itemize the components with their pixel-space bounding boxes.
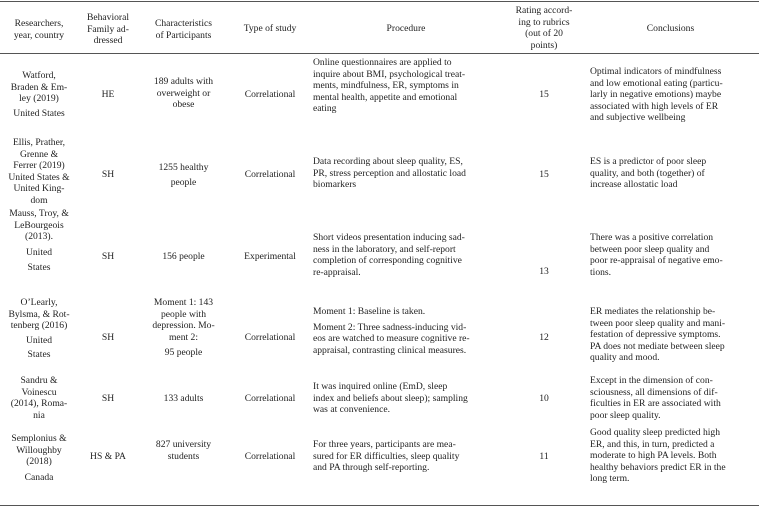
cell-rating: 15 xyxy=(539,89,549,100)
cell-line: ness in the laboratory, and self-report xyxy=(313,243,456,255)
header-rating-line: ing to rubrics xyxy=(518,16,570,28)
cell-line: increase allostatic load xyxy=(590,179,678,191)
cell-line: moderate to high PA levels. Both xyxy=(590,450,717,462)
cell-line: and low emotional eating (particu- xyxy=(590,77,723,89)
cell-line: mental health, appetite and emotional xyxy=(313,91,458,103)
cell-line: United xyxy=(25,246,53,258)
cell-line: Data recording about sleep quality, ES, xyxy=(313,156,463,167)
cell-researchers xyxy=(0,208,78,274)
cell-line: associated with high levels of ER xyxy=(590,100,719,112)
cell-procedure xyxy=(313,156,466,191)
cell-line: States xyxy=(27,349,51,361)
cell-conclusions xyxy=(590,66,723,124)
cell-line: Willoughby xyxy=(16,444,62,456)
cell-line: Except in the dimension of con- xyxy=(590,375,713,386)
cell-line: ES is a predictor of poor sleep xyxy=(590,156,707,167)
cell-line: tenberg (2016) xyxy=(10,320,68,332)
cell-line: ER mediates the relationship be- xyxy=(590,306,716,317)
cell-line: For three years, participants are mea- xyxy=(313,439,456,450)
cell-line: obese xyxy=(172,99,195,111)
cell-procedure xyxy=(313,306,470,356)
header-characteristics-line: Characteristics xyxy=(154,18,212,29)
cell-line: Optimal indicators of mindfulness xyxy=(590,66,722,77)
cell-line: ley (2019) xyxy=(19,93,59,105)
cell-conclusions xyxy=(590,156,706,191)
cell-conclusions xyxy=(590,232,723,278)
cell-type: Correlational xyxy=(244,169,296,180)
cell-line: Online questionnaires are applied to xyxy=(313,57,452,68)
cell-family: SH xyxy=(101,251,115,262)
cell-procedure xyxy=(313,381,468,416)
cell-line: nia xyxy=(33,409,45,421)
cell-rating: 15 xyxy=(539,169,549,180)
cell-line: healthy behaviors predict ER in the xyxy=(590,461,726,473)
cell-line: United States & xyxy=(8,171,70,183)
cell-family: SH xyxy=(101,393,115,404)
cell-line: re-appraisal. xyxy=(313,266,361,278)
cell-participants: 133 adults xyxy=(163,393,204,404)
cell-line: 1255 healthy xyxy=(158,162,209,173)
cell-line: overweight or xyxy=(156,87,211,99)
cell-line: Mauss, Troy, & xyxy=(9,208,69,219)
cell-line: festation of depressive symptoms. xyxy=(590,329,721,341)
cell-procedure xyxy=(313,439,459,474)
header-family-line: dressed xyxy=(93,35,123,47)
cell-line: sciousness, all dimensions of dif- xyxy=(590,386,718,398)
cell-line: ments, mindfulness, ER, symptoms in xyxy=(313,80,459,92)
cell-line: Ferrer (2019) xyxy=(13,160,65,172)
cell-line: and PA through self-reporting. xyxy=(313,462,430,474)
cell-line: O’Learly, xyxy=(20,297,58,308)
cell-rating: 12 xyxy=(539,332,549,343)
cell-line: tween poor sleep quality and mani- xyxy=(590,317,726,329)
header-type: Type of study xyxy=(243,23,297,34)
cell-family: SH xyxy=(101,169,115,180)
cell-line: biomarkers xyxy=(313,179,357,191)
cell-line: ment 2: xyxy=(168,331,199,343)
cell-line: Short videos presentation inducing sad- xyxy=(313,232,465,243)
cell-type: Correlational xyxy=(244,332,296,343)
cell-line: long term. xyxy=(590,473,630,485)
cell-line: poor sleep quality. xyxy=(590,409,661,421)
cell-participants: 156 people xyxy=(162,251,205,262)
cell-line: Voinescu xyxy=(21,386,57,398)
header-procedure: Procedure xyxy=(386,23,426,34)
cell-line: people with xyxy=(160,308,207,320)
cell-line: depression. Mo- xyxy=(152,320,215,332)
cell-line: There was a positive correlation xyxy=(590,232,714,243)
cell-line: people xyxy=(170,176,197,188)
header-rating-line: (out of 20 xyxy=(525,28,563,40)
cell-line: tions. xyxy=(590,266,612,278)
cell-line: and subjective wellbeing xyxy=(590,112,686,124)
cell-line: poor re-appraisal of negative emo- xyxy=(590,255,723,267)
cell-line: (2013). xyxy=(25,231,53,243)
cell-line: completion of corresponding cognitive xyxy=(313,255,462,267)
cell-participants xyxy=(141,162,226,188)
cell-line: Sandru & xyxy=(20,375,58,386)
cell-conclusions xyxy=(590,306,725,364)
cell-rating: 13 xyxy=(539,266,549,277)
cell-line: ficulties in ER are associated with xyxy=(590,398,721,410)
cell-line: ER, and this, in turn, predicted a xyxy=(590,438,715,450)
cell-conclusions xyxy=(590,427,726,485)
header-characteristics-line: of Participants xyxy=(155,29,212,41)
cell-line: United States xyxy=(13,107,65,119)
cell-line: (2018) xyxy=(26,456,52,468)
cell-line: Ellis, Prather, xyxy=(12,137,66,148)
header-family xyxy=(79,12,137,47)
cell-line: quality, and both (together) of xyxy=(590,167,705,179)
header-rating xyxy=(502,5,586,51)
cell-line: dom xyxy=(30,194,48,206)
cell-line: eos are watched to measure cognitive re- xyxy=(313,333,470,345)
cell-line: LeBourgeois xyxy=(14,219,64,231)
cell-line: United King- xyxy=(13,183,65,195)
header-family-line: Behavioral xyxy=(86,12,130,23)
cell-line: quality and mood. xyxy=(590,352,660,364)
cell-line: States xyxy=(27,262,51,274)
cell-line: students xyxy=(167,450,200,462)
cell-line: Canada xyxy=(24,471,54,483)
cell-procedure xyxy=(313,232,465,278)
cell-rating: 11 xyxy=(539,451,549,462)
cell-line: index and beliefs about sleep); sampling xyxy=(313,392,468,404)
cell-line: Moment 2: Three sadness-inducing vid- xyxy=(313,321,467,333)
cell-researchers xyxy=(0,137,78,207)
table-top-rule xyxy=(0,1,759,2)
cell-line: 189 adults with xyxy=(153,76,214,87)
cell-line: between poor sleep quality and xyxy=(590,243,710,255)
cell-line: Grenne & xyxy=(19,148,59,160)
cell-participants xyxy=(141,297,226,359)
header-conclusions: Conclusions xyxy=(646,23,695,34)
cell-line: PA does not mediate between sleep xyxy=(590,340,725,352)
cell-line: 95 people xyxy=(164,347,203,359)
cell-line: It was inquired online (EmD, sleep xyxy=(313,381,448,392)
cell-type: Correlational xyxy=(244,393,296,404)
cell-line: eating xyxy=(313,103,337,115)
cell-researchers xyxy=(0,70,78,119)
cell-conclusions xyxy=(590,375,721,421)
cell-rating: 10 xyxy=(539,393,549,404)
cell-participants xyxy=(141,76,226,111)
cell-line: Semplonius & xyxy=(11,433,67,444)
cell-participants xyxy=(141,439,226,462)
header-family-line: Family ad- xyxy=(87,23,129,35)
cell-line: inquire about BMI, psychological treat- xyxy=(313,68,466,80)
cell-line: United xyxy=(25,334,53,346)
header-researchers-line: year, country xyxy=(13,29,65,41)
header-bottom-rule xyxy=(0,53,759,54)
cell-researchers xyxy=(0,375,78,421)
cell-line: Braden & Em- xyxy=(10,81,68,93)
header-characteristics xyxy=(141,18,226,41)
header-researchers-line: Researchers, xyxy=(14,18,64,29)
cell-line: PR, stress perception and allostatic load xyxy=(313,167,466,179)
header-rating-line: points) xyxy=(530,39,558,51)
cell-line: was at convenience. xyxy=(313,404,390,416)
table-bottom-rule xyxy=(0,505,759,506)
cell-line: (2014), Roma- xyxy=(10,398,68,410)
cell-family: SH xyxy=(101,332,115,343)
cell-type: Experimental xyxy=(244,251,296,262)
cell-type: Correlational xyxy=(244,89,296,100)
cell-researchers xyxy=(0,433,78,483)
cell-family: HE xyxy=(101,89,115,100)
cell-line: Watford, xyxy=(22,70,56,81)
cell-line: sured for ER difficulties, sleep quality xyxy=(313,450,460,462)
cell-type: Correlational xyxy=(244,451,296,462)
cell-researchers xyxy=(0,297,78,361)
cell-line: 827 university xyxy=(155,439,212,450)
cell-line: larly in negative emotions) maybe xyxy=(590,89,722,101)
cell-line: appraisal, contrasting clinical measures. xyxy=(313,344,467,356)
cell-family: HS & PA xyxy=(90,451,126,462)
header-rating-line: Rating accord- xyxy=(515,5,573,16)
cell-line: Good quality sleep predicted high xyxy=(590,427,721,438)
header-researchers xyxy=(0,18,78,41)
cell-line: Bylsma, & Rot- xyxy=(8,308,70,320)
cell-procedure xyxy=(313,57,465,115)
cell-line: Moment 1: Baseline is taken. xyxy=(313,306,426,317)
cell-line: Moment 1: 143 xyxy=(153,297,214,308)
